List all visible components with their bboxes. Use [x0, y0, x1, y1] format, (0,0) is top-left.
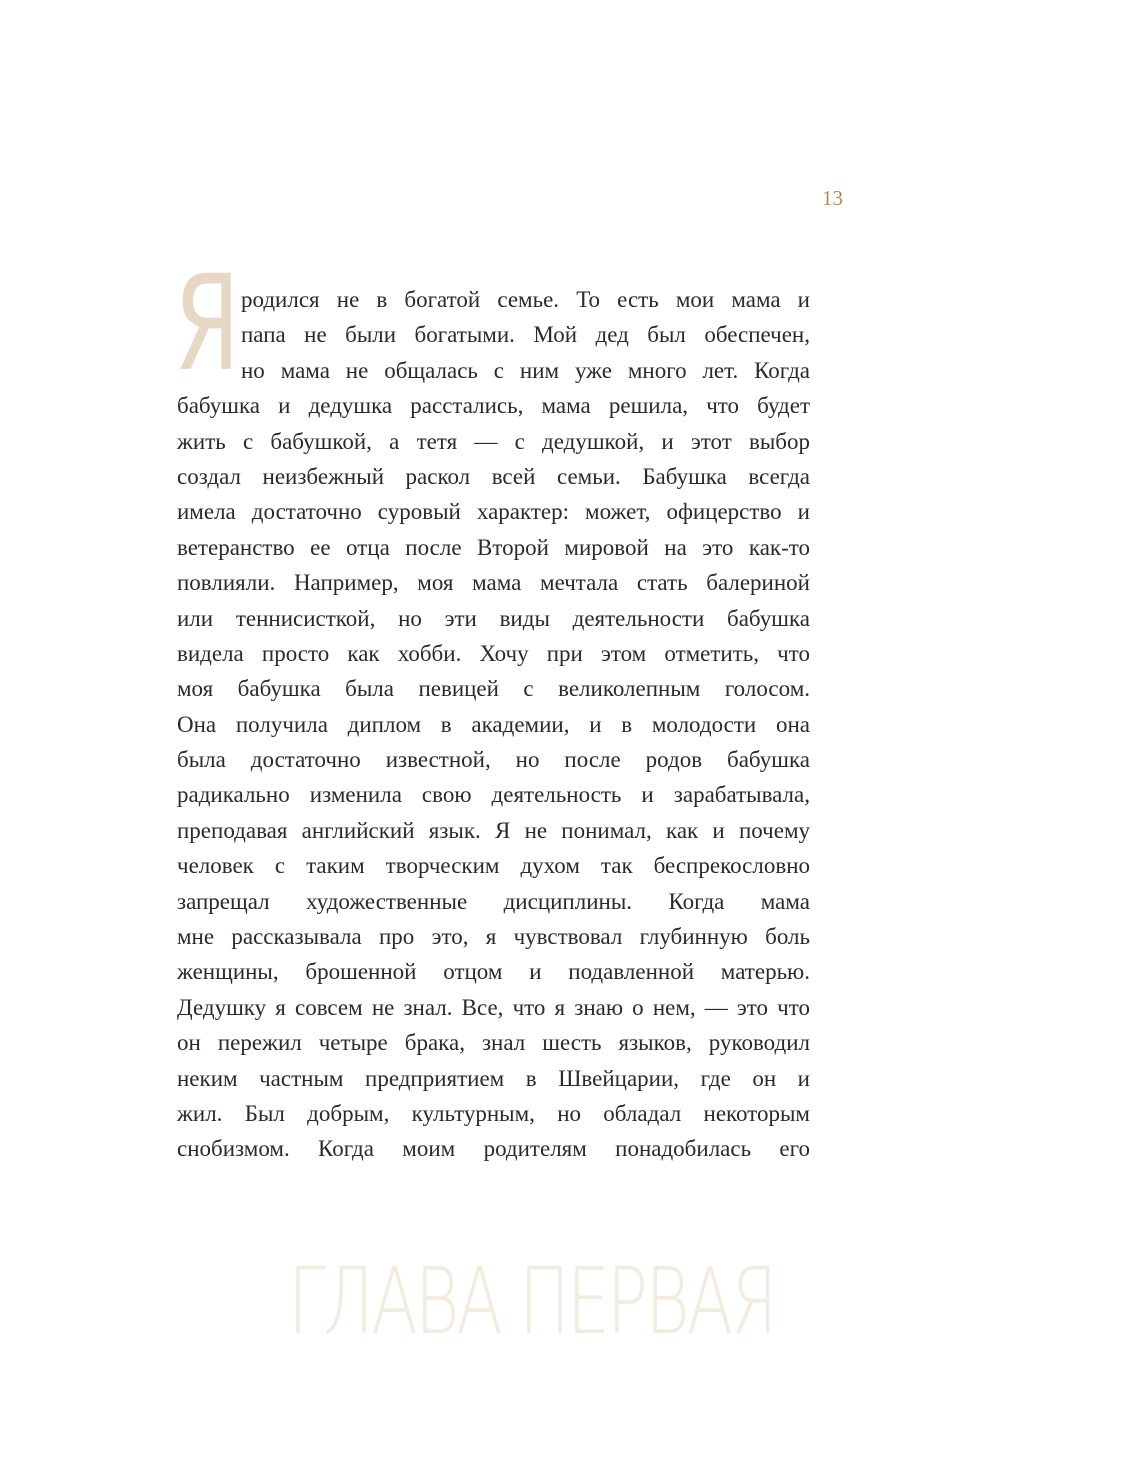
text-line: или теннисисткой, но эти виды деятельности бабушка — [177, 605, 810, 631]
text-line: жил. Был добрым, культурным, но обладал некоторым — [177, 1100, 810, 1126]
text-line: человек с таким творческим духом так беспрекословно — [177, 853, 810, 879]
text-line: бабушка и дедушка расстались, мама решила, что будет — [177, 393, 810, 419]
text-line: видела просто как хобби. Хочу при этом отметить, что — [177, 640, 810, 666]
text-line: радикально изменила свою деятельность и зарабатывала, — [177, 782, 810, 808]
page-number: 13 — [822, 186, 843, 210]
text-line: преподавая английский язык. Я не понимал, как и почему — [177, 817, 810, 843]
drop-cap: Я — [174, 247, 241, 401]
text-line: неким частным предприятием в Швейцарии, где он и — [177, 1065, 810, 1091]
text-line: снобизмом. Когда моим родителям понадобилась его — [177, 1136, 810, 1162]
text-line: повлияли. Например, моя мама мечтала стать балериной — [177, 570, 810, 596]
text-line: имела достаточно суровый характер: может, офицерство и — [177, 499, 810, 525]
text-line: родился не в богатой семье. То есть мои мама и — [241, 287, 810, 312]
body-text — [177, 282, 810, 1167]
text-line: была достаточно известной, но после родов бабушка — [177, 747, 810, 773]
text-line: женщины, брошенной отцом и подавленной матерью. — [177, 959, 810, 985]
text-line: папа не были богатыми. Мой дед был обеспечен, — [241, 322, 810, 348]
text-line: но мама не общалась с ним уже много лет. Когда — [241, 357, 810, 383]
text-line: создал неизбежный раскол всей семьи. Бабушка всегда — [177, 463, 810, 489]
text-line: он пережил четыре брака, знал шесть языков, руководил — [177, 1030, 810, 1056]
text-line: Дедушку я совсем не знал. Все, что я знаю о нем, — это что — [177, 994, 810, 1020]
text-line: ветеранство ее отца после Второй мировой на это как-то — [177, 534, 810, 560]
text-line: запрещал художественные дисциплины. Когда мама — [177, 888, 810, 914]
text-line: мне рассказывала про это, я чувствовал глубинную боль — [177, 924, 810, 950]
text-line: жить с бабушкой, а тетя — с дедушкой, и этот выбор — [177, 428, 810, 454]
chapter-title-watermark: ГЛАВА ПЕРВАЯ — [288, 1248, 775, 1355]
text-line: моя бабушка была певицей с великолепным голосом. — [177, 676, 810, 702]
text-line: Она получила диплом в академии, и в молодости она — [177, 711, 810, 737]
